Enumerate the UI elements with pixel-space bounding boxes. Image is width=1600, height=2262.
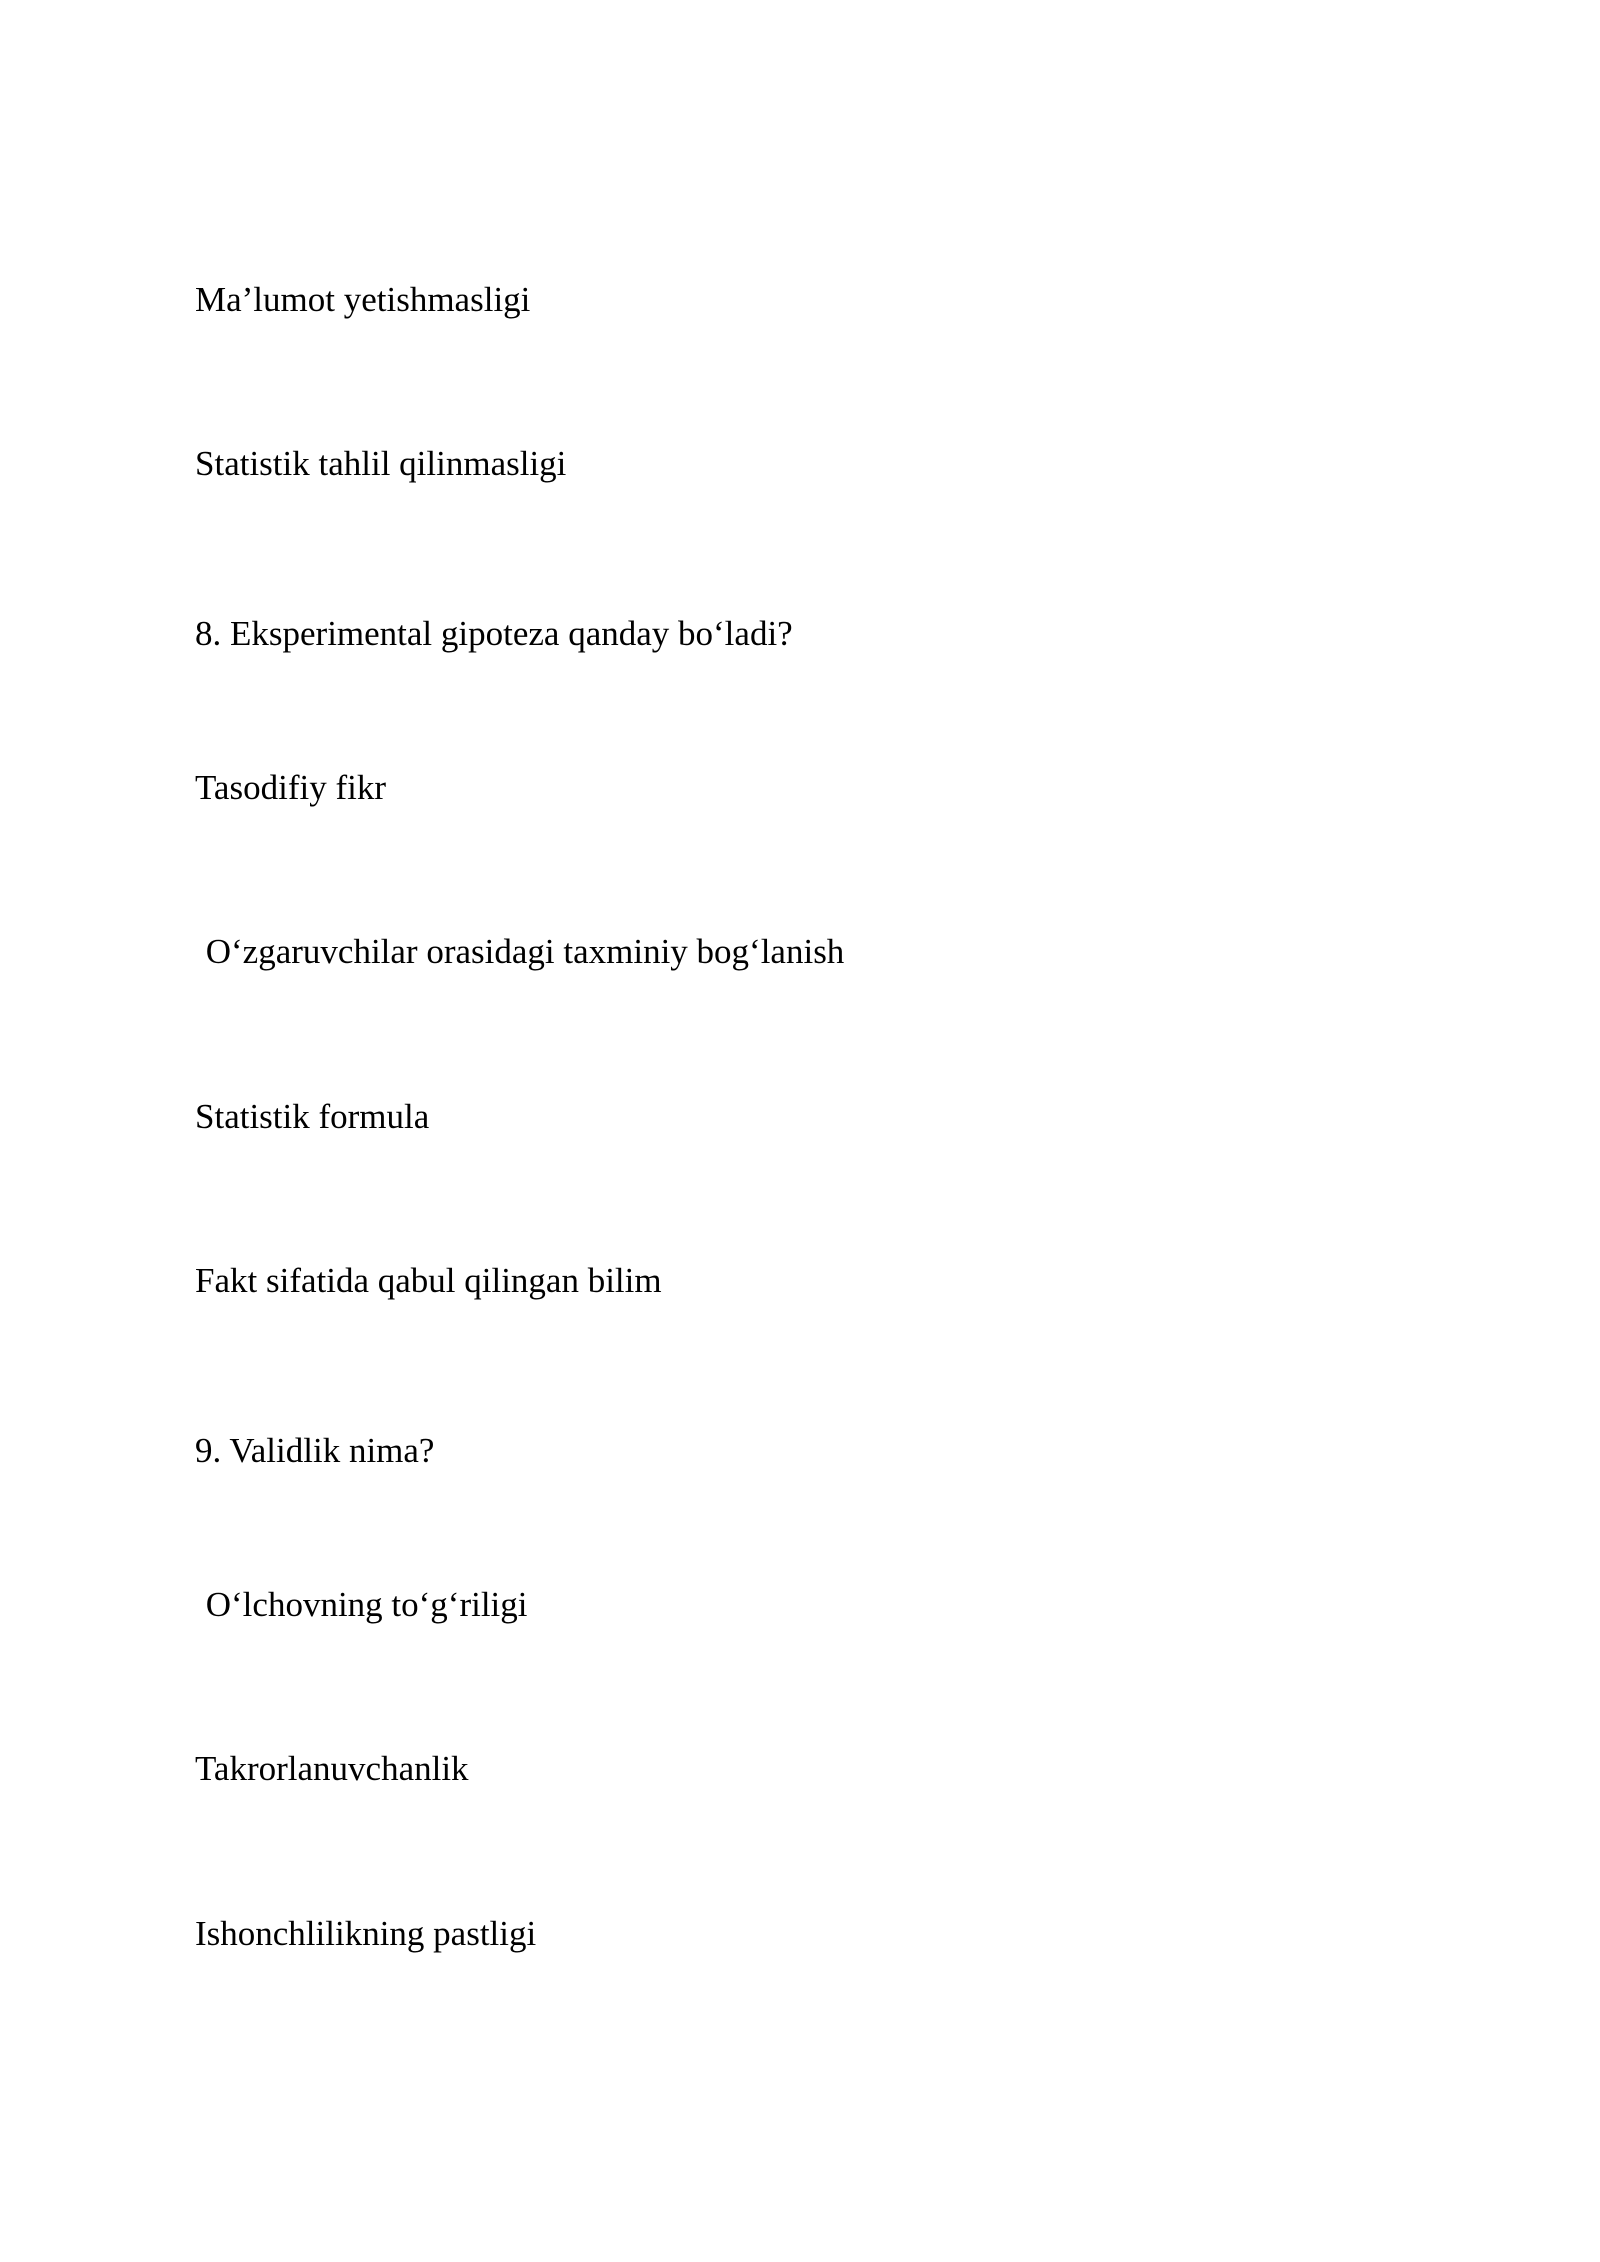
answer-option: Statistik formula — [195, 1097, 430, 1136]
answer-option: O‘zgaruvchilar orasidagi taxminiy bog‘lanish — [197, 932, 845, 971]
question-heading: 9. Validlik nima? — [195, 1431, 435, 1470]
answer-option: Tasodifiy fikr — [195, 768, 386, 807]
answer-option: Takrorlanuvchanlik — [195, 1749, 469, 1788]
answer-option: Statistik tahlil qilinmasligi — [195, 444, 567, 483]
answer-option: Ishonchlilikning pastligi — [195, 1914, 537, 1953]
answer-option: Ma’lumot yetishmasligi — [195, 280, 531, 319]
answer-option: Fakt sifatida qabul qilingan bilim — [195, 1261, 662, 1300]
question-heading: 8. Eksperimental gipoteza qanday bo‘ladi? — [195, 614, 793, 653]
answer-option: O‘lchovning to‘g‘riligi — [197, 1585, 528, 1624]
